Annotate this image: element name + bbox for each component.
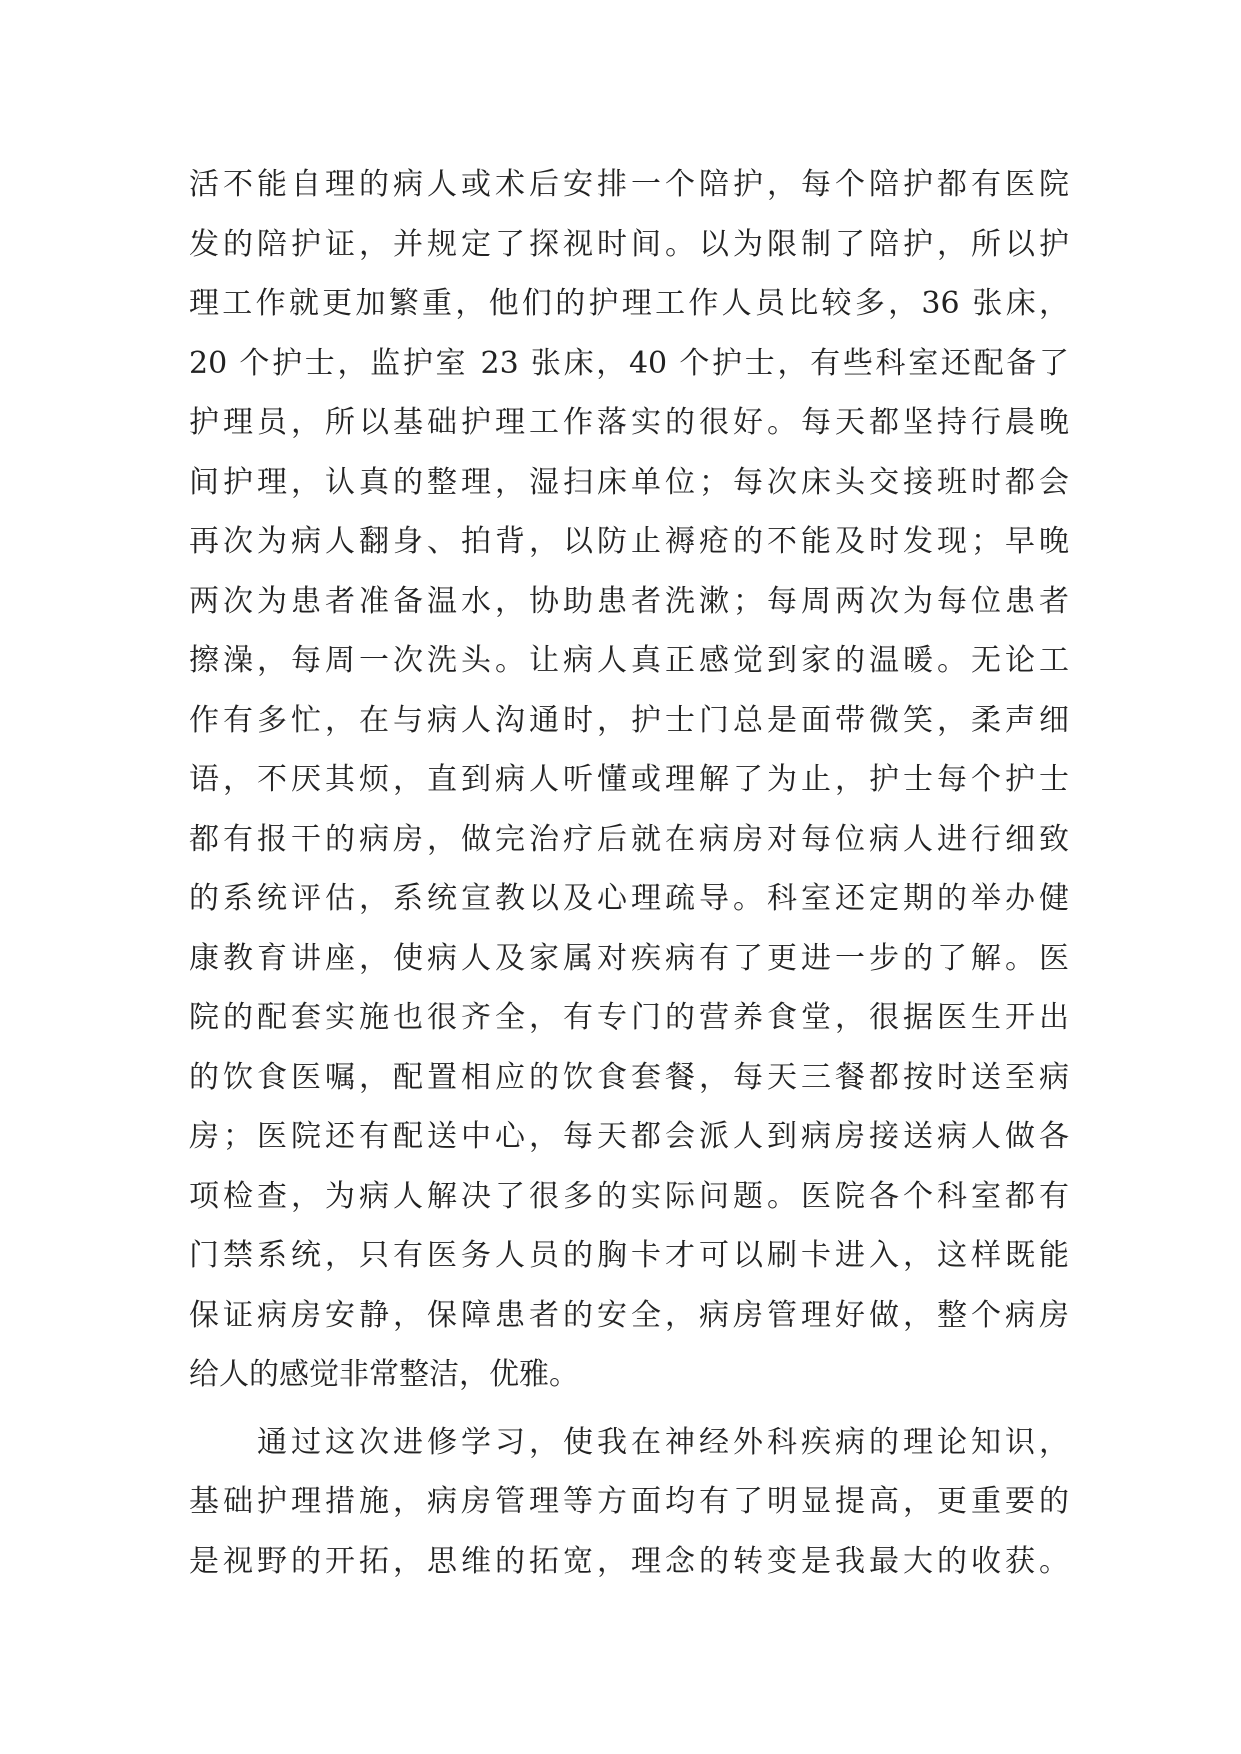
text-line: 语，不厌其烦，直到病人听懂或理解了为止，护士每个护士 xyxy=(189,762,1069,797)
text-line: 护理员，所以基础护理工作落实的很好。每天都坚持行晨晚 xyxy=(189,405,1069,440)
document-body xyxy=(189,155,1069,1591)
text-line: 擦澡，每周一次洗头。让病人真正感觉到家的温暖。无论工 xyxy=(189,643,1069,678)
text-line: 项检查，为病人解决了很多的实际问题。医院各个科室都有 xyxy=(189,1178,1069,1214)
text-line: 的饮食医嘱，配置相应的饮食套餐，每天三餐都按时送至病 xyxy=(189,1059,1069,1095)
text-line: 门禁系统，只有医务人员的胸卡才可以刷卡进入，这样既能 xyxy=(189,1238,1069,1273)
text-line: 都有报干的病房，做完治疗后就在病房对每位病人进行细致 xyxy=(189,821,1069,857)
text-line: 两次为患者准备温水，协助患者洗漱；每周两次为每位患者 xyxy=(189,583,1069,619)
text-line: 理工作就更加繁重，他们的护理工作人员比较多，36 张床， xyxy=(189,286,1069,321)
text-line: 康教育讲座，使病人及家属对疾病有了更进一步的了解。医 xyxy=(189,940,1069,976)
text-line: 间护理，认真的整理，湿扫床单位；每次床头交接班时都会 xyxy=(189,464,1069,500)
text-line: 通过这次进修学习，使我在神经外科疾病的理论知识， xyxy=(257,1424,1069,1460)
text-line: 是视野的开拓，思维的拓宽，理念的转变是我最大的收获。 xyxy=(189,1543,1069,1579)
text-line: 的系统评估，系统宣教以及心理疏导。科室还定期的举办健 xyxy=(189,881,1069,916)
text-line: 发的陪护证，并规定了探视时间。以为限制了陪护，所以护 xyxy=(189,226,1069,262)
text-line: 20 个护士，监护室 23 张床，40 个护士，有些科室还配备了 xyxy=(189,345,1069,381)
paragraph-gap xyxy=(189,1405,1069,1413)
text-line: 作有多忙，在与病人沟通时，护士门总是面带微笑，柔声细 xyxy=(189,702,1069,738)
text-line: 保证病房安静，保障患者的安全，病房管理好做，整个病房 xyxy=(189,1297,1069,1333)
text-line: 活不能自理的病人或术后安排一个陪护，每个陪护都有医院 xyxy=(189,167,1069,202)
text-line: 再次为病人翻身、拍背，以防止褥疮的不能及时发现；早晚 xyxy=(189,524,1069,559)
paragraph-1 xyxy=(189,155,1069,1405)
text-line: 基础护理措施，病房管理等方面均有了明显提高，更重要的 xyxy=(189,1484,1069,1519)
text-line: 院的配套实施也很齐全，有专门的营养食堂，很据医生开出 xyxy=(189,1000,1069,1035)
paragraph-2 xyxy=(189,1413,1069,1592)
text-line: 给人的感觉非常整洁，优雅。 xyxy=(189,1357,579,1392)
text-line: 房；医院还有配送中心，每天都会派人到病房接送病人做各 xyxy=(189,1119,1069,1154)
